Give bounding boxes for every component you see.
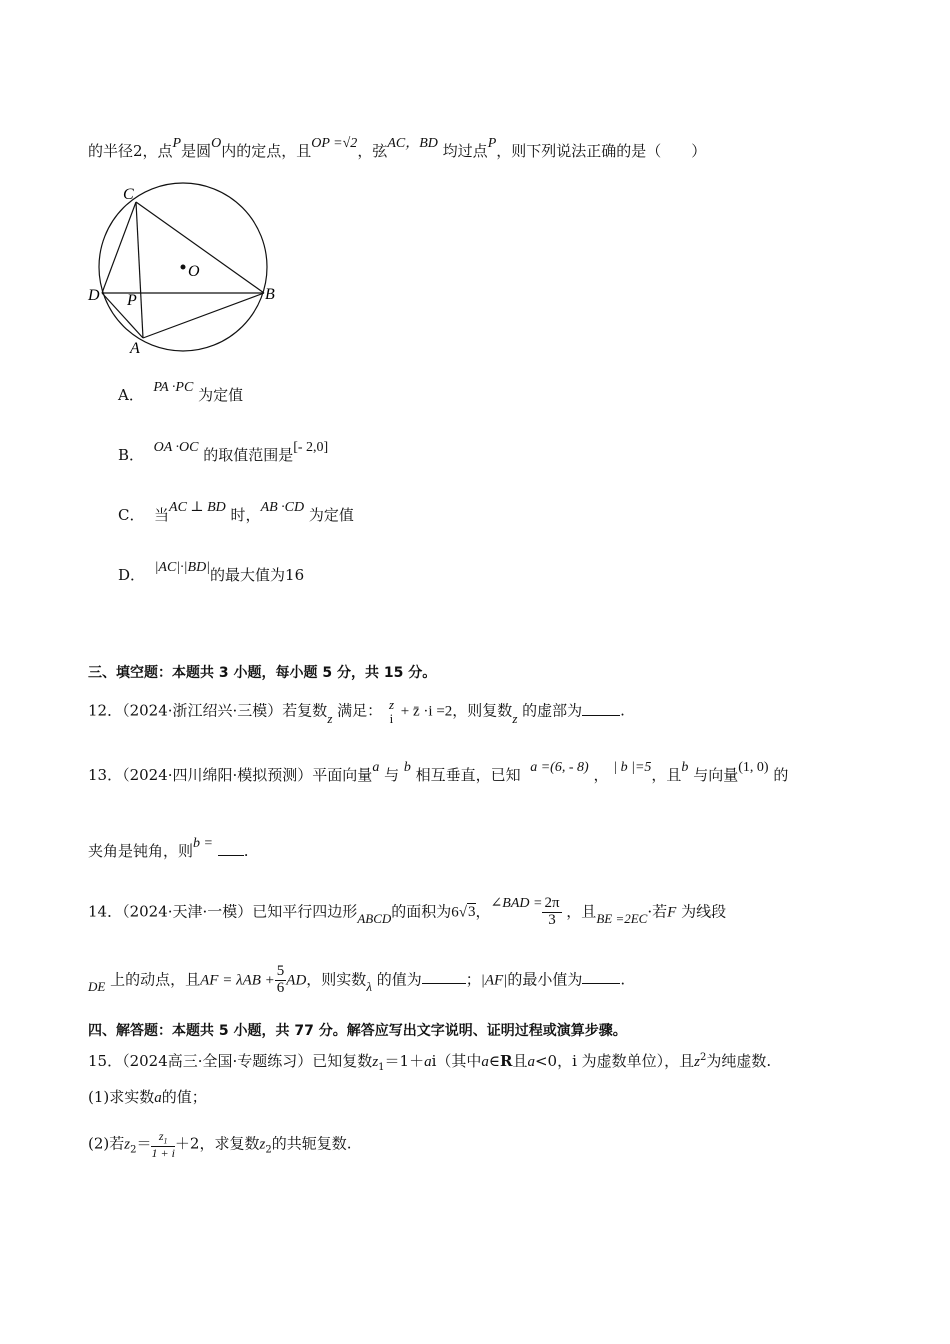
circle-o: O (211, 136, 222, 151)
section3-title: 三、填空题：本题共 3 小题，每小题 5 分，共 15 分。 (88, 665, 437, 681)
q15-line1: 15．（2024高三·全国·专题练习）已知复数$z_1=1+ai$（其中a∈R且a<0，i 为虚数单位），且$z^2$为纯虚数. (88, 1052, 772, 1073)
option-b: B． OA ·OC 的取值范围是[- 2,0] (118, 440, 329, 464)
label-o: O (188, 263, 200, 280)
q12-answer-blank[interactable] (582, 715, 620, 716)
section4-title: 四、解答题：本题共 5 小题，共 77 分。解答应写出文字说明、证明过程或演算步骤。 (88, 1023, 627, 1039)
q14-coef-fraction: $\frac{5}{6}$ (276, 963, 285, 996)
point-p: P (172, 136, 182, 151)
q14-lambda-blank[interactable] (422, 983, 466, 984)
circle-figure (86, 180, 286, 360)
chord-ca (136, 202, 143, 338)
option-d: D． |AC|·|BD|的最大值为16 (118, 560, 305, 584)
q15-part2: (2)若$z_2=$ $\frac{z_1}{1 + i}$ ＋2，求复数$z_2$的共轭复数. (88, 1129, 352, 1160)
q14-angle-fraction: $\frac{2\pi}{3}$ (544, 895, 560, 928)
option-a: A． PA ·PC 为定值 (118, 380, 244, 404)
q11-stem: 的半径2，点P是圆O内的定点，且OP =√2，弦AC，BD 均过点P，则下列说法正确的是（ ） (88, 136, 707, 160)
q14-min-blank[interactable] (582, 983, 620, 984)
label-p: P (127, 292, 137, 309)
q13-answer-blank[interactable] (218, 855, 244, 856)
label-b: B (265, 286, 275, 303)
label-d: D (88, 287, 100, 304)
q13-line1: 13．（2024·四川绵阳·模拟预测）平面向量a 与 b 相互垂直，已知 a =(6, - 8) ， | b |=5，且b 与向量(1, 0) 的 (88, 760, 789, 784)
option-c: C． 当AC ⊥ BD 时，AB ·CD 为定值 (118, 500, 354, 524)
q12-fraction: z i (388, 697, 395, 726)
label-a: A (130, 340, 140, 357)
chords: AC，BD (387, 136, 438, 151)
segment-cb (136, 202, 264, 293)
segment-cd (102, 202, 136, 293)
q14-line2: DE 上的动点，且AF = λAB + $\frac{5}{6}$ AD，则实数λ 的值为 ；|AF|的最小值为 . (88, 963, 626, 996)
segment-da (102, 293, 143, 338)
q15-fraction: $\frac{z_1}{1 + i}$ (151, 1129, 175, 1160)
segment-ab (143, 293, 264, 338)
q14-line1: 14．（2024·天津·一模）已知平行四边形ABCD的面积为6√3，∠BAD = $\frac{2\pi}{3}$ ，且BE =2EC·若F 为线段 (88, 895, 727, 928)
q12: 12．（2024·浙江绍兴·三模）若复数z 满足： z i + z̄ ·i =2，则复数z 的虚部为 . (88, 697, 625, 726)
q15-part1: (1)求实数a的值； (88, 1088, 207, 1106)
label-c: C (123, 186, 134, 203)
q13-line2: 夹角是钝角，则b = . (88, 836, 249, 860)
center-dot (181, 265, 186, 270)
op-eq: OP =√2 (311, 136, 358, 151)
